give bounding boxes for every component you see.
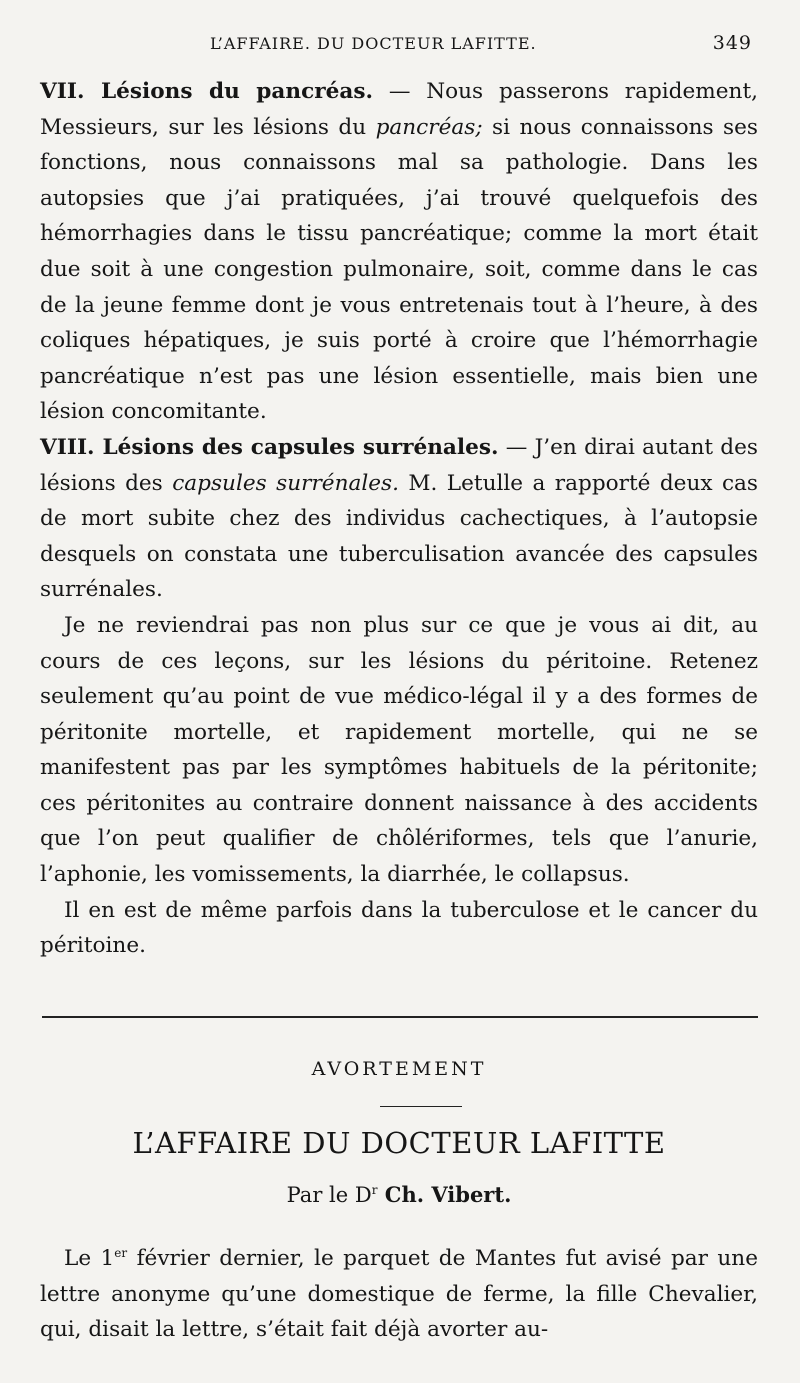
italic-term: capsules surrénales.	[172, 470, 399, 496]
section-label-capsules: VIII. Lésions des capsules surrénales.	[40, 434, 499, 460]
paragraph-capsules: VIII. Lésions des capsules surrénales. — J’en dirai autant des lésions des capsules surrénales. M. Letulle a rapporté deux cas de mort subite chez des individus cachectiques, à l’autopsie desquels on constata une tuberculisation avancée des capsules surrénales.	[40, 434, 758, 603]
article-title: L’AFFAIRE DU DOCTEUR LAFITTE	[132, 1126, 666, 1160]
paragraph-tuberculose: Il en est de même parfois dans la tuberculose et le cancer du péritoine.	[40, 897, 758, 959]
italic-term: pancréas;	[375, 114, 483, 140]
main-text	[40, 74, 758, 964]
author-name: Ch. Vibert.	[377, 1182, 512, 1207]
running-title: L’AFFAIRE. DU DOCTEUR LAFITTE.	[210, 34, 537, 53]
section-heading: AVORTEMENT	[311, 1058, 487, 1080]
section-label-pancreas: VII. Lésions du pancréas.	[40, 79, 373, 104]
article-intro	[40, 1236, 758, 1348]
paragraph-intro: Le 1er février dernier, le parquet de Mantes fut avisé par une lettre anonyme qu’une domestique de ferme, la fille Chevalier, qui, disait la lettre, s’était fait déjà avorter au-	[40, 1246, 758, 1343]
section-divider	[42, 1016, 758, 1018]
paragraph-peritoine: Je ne reviendrai pas non plus sur ce que je vous ai dit, au cours de ces leçons, sur les lésions du péritoine. Retenez seulement qu’au point de vue médico-légal il y a des formes de péritonite mortelle, et rapidement mortelle, qui ne se manifestent pas par les symptômes habituels de la péritonite; ces péritonites au contraire donnent naissance à des accidents que l’on peut qualifier de chôlériformes, tels que l’anurie, l’aphonie, les vomissements, la diarrhée, le collapsus.	[40, 612, 758, 888]
paragraph-pancreas: VII. Lésions du pancréas. — Nous passerons rapidement, Messieurs, sur les lésions du pancréas; si nous connaissons ses fonctions, nous connaissons mal sa pathologie. Dans les autopsies que j’ai pratiquées, j’ai trouvé quelquefois des hémorrhagies dans le tissu pancréatique; comme la mort était due soit à une congestion pulmonaire, soit, comme dans le cas de la jeune femme dont je vous entretenais tout à l’heure, à des coliques hépatiques, je suis porté à croire que l’hémorrhagie pancréatique n’est pas une lésion essentielle, mais bien une lésion concomitante.	[40, 79, 758, 425]
short-divider	[380, 1106, 462, 1107]
page-number: 349	[712, 32, 752, 54]
byline: Par le $D^r$ Ch. Vibert.	[286, 1182, 512, 1207]
running-header	[40, 34, 758, 60]
